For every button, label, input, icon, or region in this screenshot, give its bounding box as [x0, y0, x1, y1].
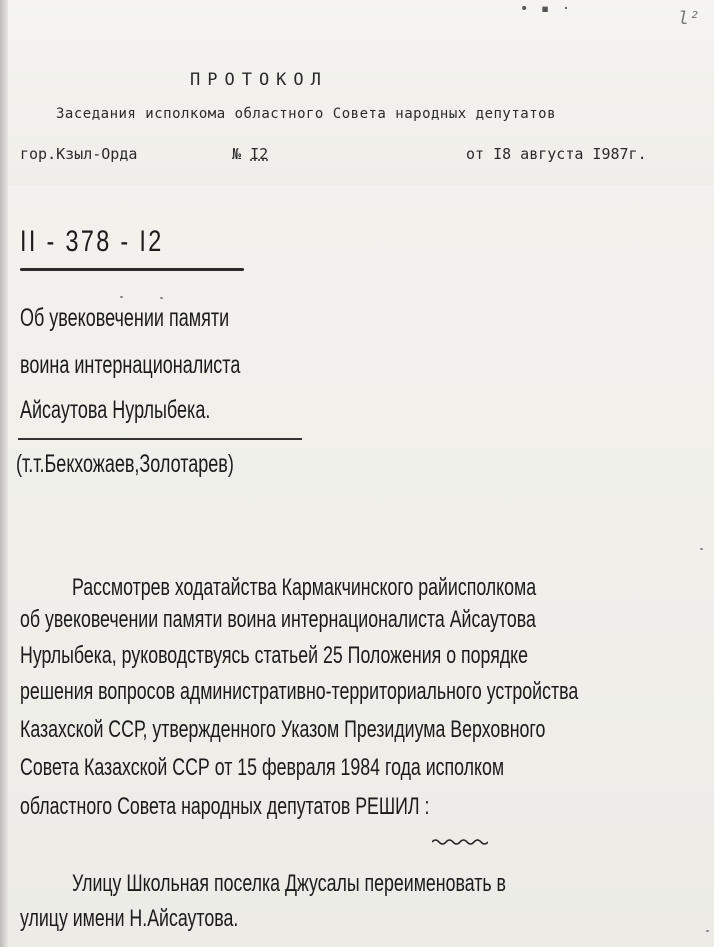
scan-speck [706, 930, 709, 932]
scan-speck [160, 297, 163, 299]
body-line: Казахской ССР, утвержденного Указом Президиума Верховного [20, 716, 546, 743]
protocol-number-value: I2 [250, 145, 269, 163]
protocol-subtitle: Заседания исполкома областного Совета народных депутатов [56, 106, 557, 122]
conclusion-line: улицу имени Н.Айсаутова. [20, 905, 239, 932]
responsible-divider [18, 438, 302, 440]
corner-handwritten-mark: l² [678, 8, 700, 29]
body-line: Рассмотрев ходатайства Кармакчинского райисполкома [72, 574, 537, 601]
conclusion-line: Улицу Школьная поселка Джусалы переименовать в [72, 870, 506, 897]
resolved-underline [432, 838, 488, 846]
subject-line: Об увековечении памяти [20, 304, 230, 332]
body-line: решения вопросов административно-территориального устройства [20, 678, 579, 705]
subject-line: Айсаутова Нурлыбека. [20, 396, 211, 424]
scan-speck [700, 548, 703, 550]
body-line: областного Совета народных депутатов РЕШИЛ : [20, 793, 430, 820]
body-line: Совета Казахской ССР от 15 февраля 1984 года исполком [20, 754, 505, 781]
body-line: об увековечении памяти воина интернационалиста Айсаутова [20, 606, 536, 633]
decision-number: II - 378 - I2 [20, 225, 164, 258]
protocol-number-label: № [232, 145, 242, 163]
decision-number-underline [20, 268, 244, 271]
protocol-number [232, 145, 298, 163]
scan-speck-mark: • ▪ · [520, 1, 573, 17]
scan-edge [0, 0, 8, 947]
body-line: Нурлыбека, руководствуясь статьей 25 Положения о порядке [20, 642, 529, 669]
responsible-persons: (т.т.Бекхожаев,Золотарев) [16, 450, 234, 478]
scan-speck [120, 296, 123, 298]
protocol-city: гор.Кзыл-Орда [20, 145, 138, 163]
subject-line: воина интернационалиста [20, 351, 241, 379]
protocol-title: ПРОТОКОЛ [190, 70, 328, 90]
protocol-date: от I8 августа I987г. [466, 145, 647, 163]
